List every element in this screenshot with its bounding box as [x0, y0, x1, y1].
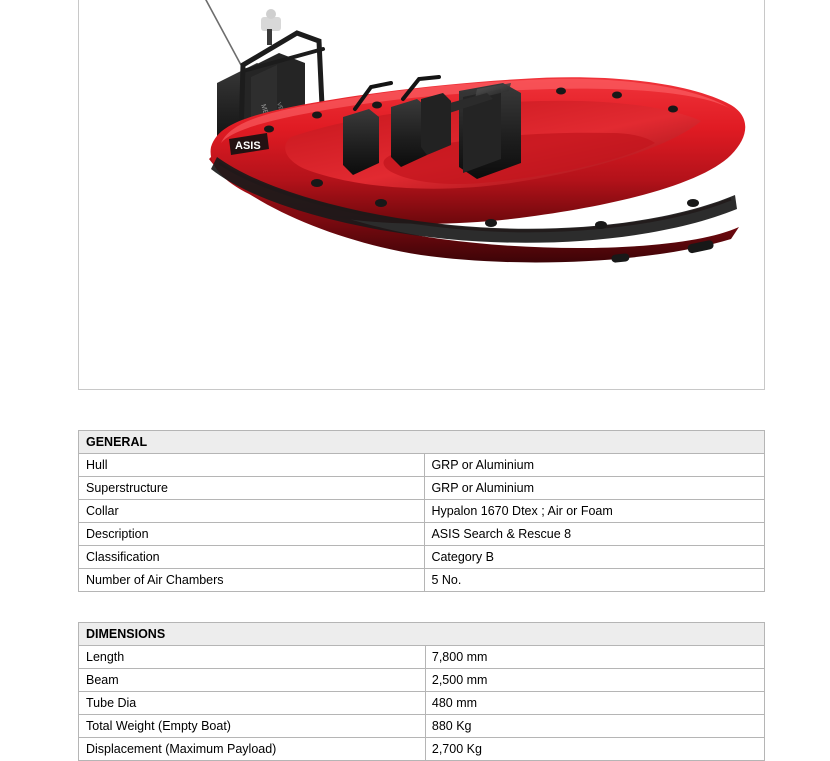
table-section-header — [79, 623, 765, 646]
table-row — [79, 692, 765, 715]
dimensions-specs-table — [78, 622, 765, 761]
table-row — [79, 715, 765, 738]
spec-label: Hull — [79, 454, 425, 477]
spec-label: Length — [79, 646, 426, 669]
spec-value: 480 mm — [425, 692, 764, 715]
spec-label: Superstructure — [79, 477, 425, 500]
spec-value: 7,800 mm — [425, 646, 764, 669]
spec-value: 2,500 mm — [425, 669, 764, 692]
table-row — [79, 454, 765, 477]
spec-value: Category B — [425, 546, 765, 569]
table-row — [79, 669, 765, 692]
table-row — [79, 523, 765, 546]
spec-label: Tube Dia — [79, 692, 426, 715]
spec-label: Beam — [79, 669, 426, 692]
spec-value: 5 No. — [425, 569, 765, 592]
boat-illustration — [79, 0, 764, 389]
product-image-panel — [78, 0, 765, 390]
table-row — [79, 569, 765, 592]
table-row — [79, 646, 765, 669]
spec-label: Collar — [79, 500, 425, 523]
svg-text:ASIS: ASIS — [235, 140, 261, 152]
boat-vector-graphic — [91, 0, 751, 287]
dimensions-title: DIMENSIONS — [79, 623, 765, 646]
spec-label: Description — [79, 523, 425, 546]
table-row — [79, 738, 765, 761]
spec-value: GRP or Aluminium — [425, 477, 765, 500]
table-row — [79, 500, 765, 523]
antenna-line — [199, 0, 241, 65]
spec-label: Displacement (Maximum Payload) — [79, 738, 426, 761]
general-title: GENERAL — [79, 431, 765, 454]
spec-value: 880 Kg — [425, 715, 764, 738]
mast-light — [261, 9, 281, 45]
spec-label: Number of Air Chambers — [79, 569, 425, 592]
spec-label: Classification — [79, 546, 425, 569]
table-section-header — [79, 431, 765, 454]
spec-value: 2,700 Kg — [425, 738, 764, 761]
spec-value: ASIS Search & Rescue 8 — [425, 523, 765, 546]
spec-value: GRP or Aluminium — [425, 454, 765, 477]
table-row — [79, 477, 765, 500]
table-row — [79, 546, 765, 569]
spec-label: Total Weight (Empty Boat) — [79, 715, 426, 738]
spec-value: Hypalon 1670 Dtex ; Air or Foam — [425, 500, 765, 523]
general-specs-table — [78, 430, 765, 592]
